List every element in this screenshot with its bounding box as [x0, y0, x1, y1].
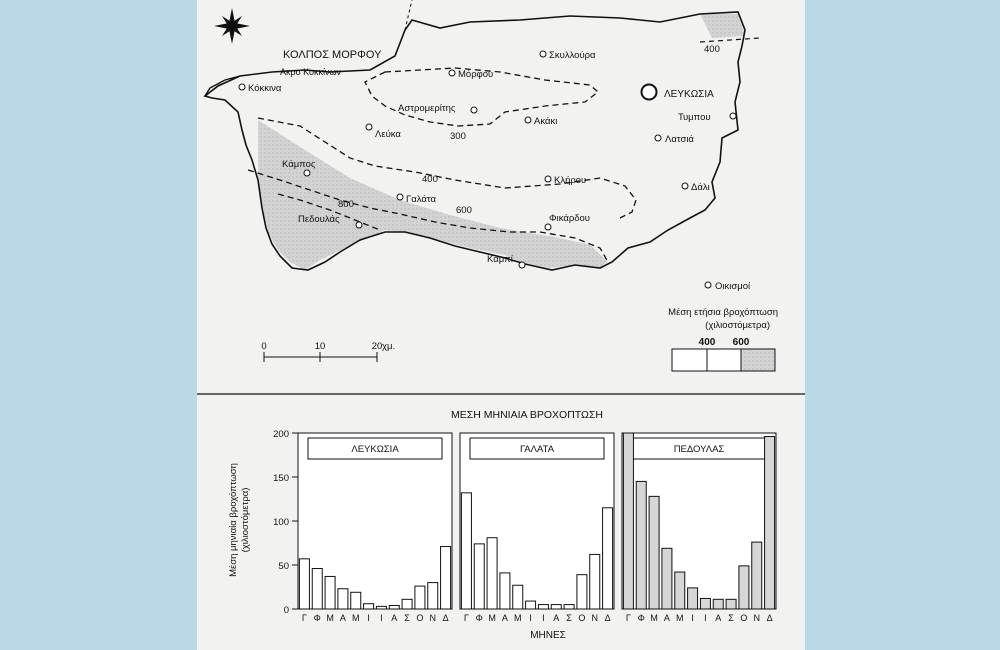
- place-name: Γαλάτα: [406, 194, 436, 205]
- x-tick-label: Α: [553, 613, 560, 623]
- bar: [726, 599, 736, 609]
- x-tick-label: Μ: [326, 613, 334, 623]
- place-name: Δάλι: [691, 182, 710, 193]
- chart-panel: [622, 433, 776, 623]
- place-name: Κόκκινα: [248, 83, 282, 94]
- bar: [662, 548, 672, 609]
- capital-name: ΛΕΥΚΩΣΙΑ: [664, 89, 714, 100]
- bar: [312, 569, 322, 609]
- place-name: Αστρομερίτης: [398, 103, 456, 114]
- y-tick-label: 200: [273, 429, 289, 440]
- settlement-tympou: [678, 112, 736, 123]
- y-tick-label: 0: [283, 605, 289, 616]
- boundary-line-east: [700, 38, 760, 42]
- place-name: Λεύκα: [375, 129, 401, 140]
- place-name: Σκυλλούρα: [549, 50, 596, 61]
- bar: [389, 605, 399, 609]
- capital-nicosia: [642, 85, 715, 101]
- x-tick-label: Γ: [625, 613, 631, 623]
- x-tick-label: Σ: [566, 613, 572, 623]
- bar: [402, 599, 412, 609]
- x-tick-label: Γ: [301, 613, 307, 623]
- x-axis-title: ΜΗΝΕΣ: [530, 630, 566, 641]
- bar: [538, 605, 548, 609]
- x-tick-label: Ν: [429, 613, 436, 623]
- panel-title: ΠΕΔΟΥΛΑΣ: [673, 444, 725, 455]
- bar: [487, 538, 497, 609]
- legend-settlements: [705, 281, 751, 292]
- settlement-dali: [682, 182, 710, 193]
- isohyet-label-600: 600: [456, 205, 472, 216]
- cape-label: Ακρο Κοκκίνων: [280, 67, 342, 77]
- x-tick-label: Δ: [604, 613, 611, 623]
- bar: [623, 433, 633, 609]
- bar: [500, 573, 510, 609]
- bar: [649, 496, 659, 609]
- bar: [461, 493, 471, 609]
- legend-rainfall-unit: (χιλιοστόμετρα): [705, 320, 770, 331]
- settlement-kokkina: [239, 83, 282, 94]
- settlement-astromeritis: [398, 103, 477, 114]
- bar: [636, 481, 646, 609]
- place-name: Φικάρδου: [549, 213, 590, 224]
- bar: [325, 576, 335, 609]
- place-name: Κλήρου: [554, 175, 587, 186]
- settlement-klirou: [545, 175, 586, 186]
- y-axis-title: [228, 463, 251, 577]
- bar: [474, 544, 484, 609]
- scale-bar: [261, 341, 395, 362]
- settlement-skylloura: [540, 50, 596, 61]
- x-tick-label: Ι: [542, 613, 545, 623]
- settlement-akaki: [525, 116, 557, 127]
- x-tick-label: Α: [715, 613, 722, 623]
- x-tick-label: Μ: [488, 613, 496, 623]
- legend-swatch-low: [672, 349, 707, 371]
- bar: [675, 572, 685, 609]
- x-tick-label: Α: [663, 613, 670, 623]
- scale-tick-10: 10: [314, 341, 326, 352]
- place-name: Μόρφου: [458, 69, 494, 80]
- bar: [551, 605, 561, 609]
- x-tick-label: Α: [339, 613, 346, 623]
- settlement-latsia: [655, 134, 694, 145]
- x-tick-label: Μ: [676, 613, 684, 623]
- legend-swatch-high: [741, 349, 775, 371]
- isohyet-label-800: 800: [338, 199, 354, 210]
- chart-panel: [460, 433, 614, 623]
- bar: [338, 589, 348, 609]
- y-tick-label: 50: [278, 561, 289, 572]
- isohyet-label-400: 400: [422, 174, 438, 185]
- y-axis: [273, 429, 298, 616]
- bar: [590, 554, 600, 609]
- place-name: Καμπί: [487, 254, 513, 265]
- isohyet-label-400-east: 400: [704, 44, 720, 55]
- sea-label: ΚΟΛΠΟΣ ΜΟΡΦΟΥ: [283, 49, 382, 61]
- bar: [376, 606, 386, 609]
- x-tick-label: Μ: [650, 613, 658, 623]
- legend-settlements-label: Οικισμοί: [715, 281, 751, 292]
- scale-tick-0: 0: [261, 341, 267, 352]
- scale-unit: χμ.: [382, 341, 396, 352]
- chart-panel: [298, 433, 452, 623]
- x-tick-label: Ι: [529, 613, 532, 623]
- bar: [603, 508, 613, 609]
- x-tick-label: Α: [391, 613, 398, 623]
- y-axis-title-line2: (χιλιοστόμετρα): [240, 487, 251, 553]
- x-tick-label: Σ: [404, 613, 410, 623]
- legend-swatch-mid: [707, 349, 741, 371]
- x-tick-label: Δ: [442, 613, 449, 623]
- x-tick-label: Ν: [753, 613, 760, 623]
- place-name: Κάμπος: [282, 159, 316, 170]
- bar: [713, 599, 723, 609]
- bar: [299, 559, 309, 609]
- chart-title: ΜΕΣΗ ΜΗΝΙΑΙΑ ΒΡΟΧΟΠΤΩΣΗ: [451, 409, 603, 421]
- x-tick-label: Μ: [514, 613, 522, 623]
- bar: [513, 585, 523, 609]
- x-tick-label: Φ: [637, 613, 645, 623]
- x-tick-label: Γ: [463, 613, 469, 623]
- rainfall-chart: [228, 409, 776, 641]
- y-tick-label: 100: [273, 517, 289, 528]
- isohyet-label-300: 300: [450, 131, 466, 142]
- settlement-fikardou: [545, 213, 590, 230]
- chart-panels: [298, 433, 776, 623]
- x-tick-label: Φ: [475, 613, 483, 623]
- bar: [765, 437, 775, 609]
- bar: [564, 605, 574, 609]
- x-tick-label: Α: [501, 613, 508, 623]
- place-name: Τυμπου: [678, 112, 711, 123]
- panel-title: ΓΑΛΑΤΑ: [519, 444, 555, 455]
- rainfall-zone-east-corner: [700, 14, 745, 38]
- legend-rainfall: [668, 307, 778, 371]
- bar: [364, 604, 374, 609]
- x-tick-label: Σ: [728, 613, 734, 623]
- place-name: Λατσιά: [665, 134, 694, 145]
- bar: [526, 601, 536, 609]
- bar: [739, 566, 749, 609]
- x-tick-label: Φ: [313, 613, 321, 623]
- settlement-morfou: [449, 69, 493, 80]
- x-tick-label: Ι: [691, 613, 694, 623]
- y-tick-label: 150: [273, 473, 289, 484]
- bar: [441, 547, 451, 609]
- bar: [415, 586, 425, 609]
- bar: [752, 542, 762, 609]
- scale-tick-20: 20: [371, 341, 383, 352]
- x-tick-label: Μ: [352, 613, 360, 623]
- bar: [577, 575, 587, 609]
- x-tick-label: Ο: [578, 613, 586, 623]
- bar: [688, 588, 698, 609]
- x-tick-label: Ι: [704, 613, 707, 623]
- x-tick-label: Ι: [380, 613, 383, 623]
- legend-rainfall-title: Μέση ετήσια βροχόπτωση: [668, 307, 778, 318]
- x-tick-label: Δ: [766, 613, 773, 623]
- bar: [428, 583, 438, 609]
- x-tick-label: Ι: [367, 613, 370, 623]
- compass-rose-icon: [214, 8, 250, 44]
- bar: [700, 598, 710, 609]
- place-name: Ακάκι: [534, 116, 558, 127]
- y-axis-title-line1: Μέση μηνιαία βροχόπτωση: [228, 463, 239, 577]
- x-tick-label: Ο: [740, 613, 748, 623]
- panel-title: ΛΕΥΚΩΣΙΑ: [351, 444, 399, 455]
- map: [205, 0, 778, 371]
- place-name: Πεδουλάς: [298, 214, 340, 225]
- settlement-lefka: [366, 124, 401, 140]
- bar: [351, 592, 361, 609]
- legend-break-400: 400: [698, 337, 716, 348]
- x-tick-label: Ο: [416, 613, 424, 623]
- legend-break-600: 600: [732, 337, 750, 348]
- x-tick-label: Ν: [591, 613, 598, 623]
